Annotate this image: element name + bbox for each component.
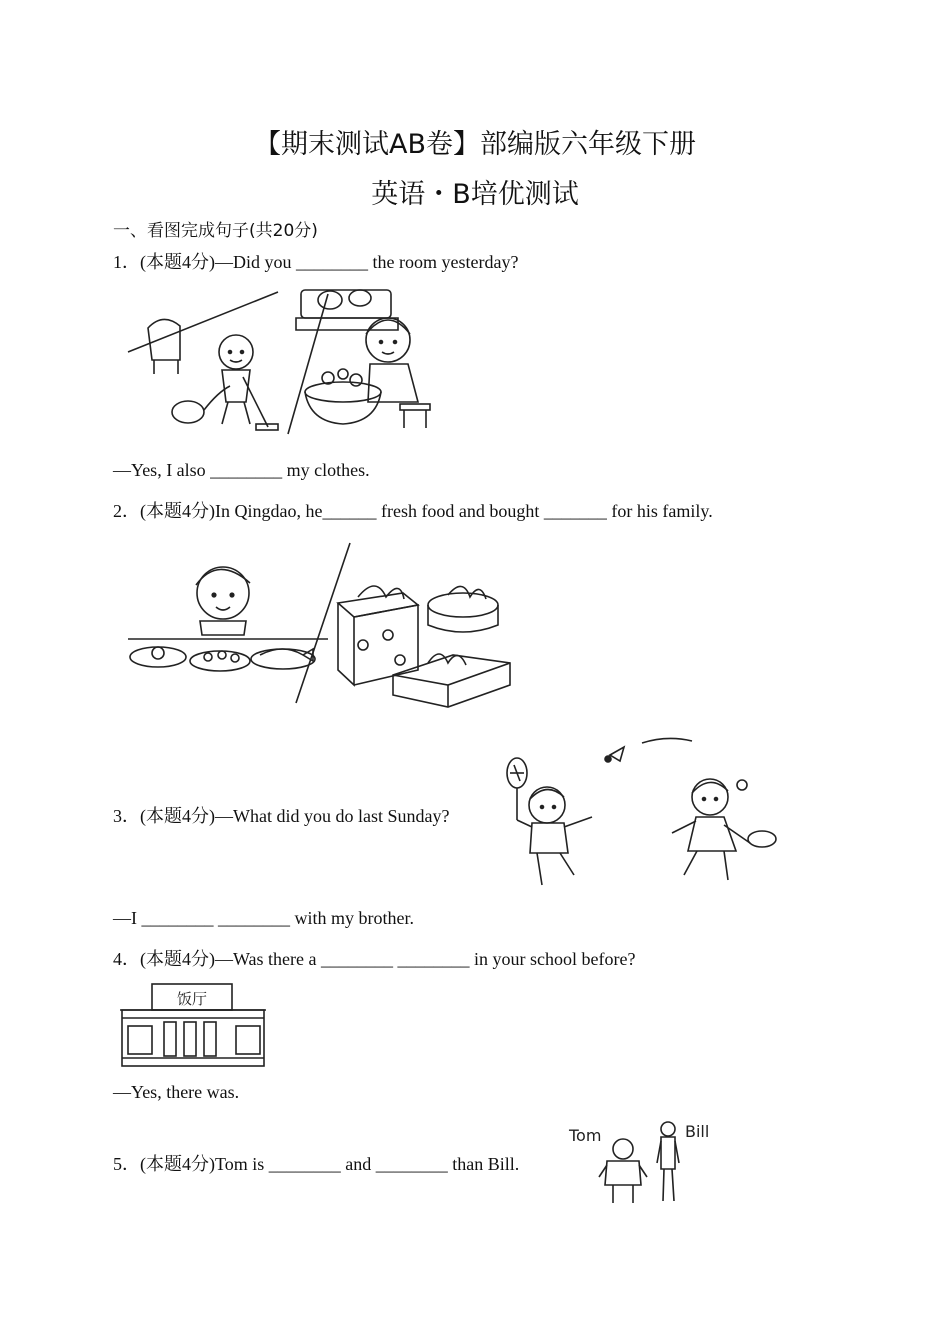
question-3-illustration [492,725,802,897]
question-1-illustration [118,282,448,437]
label-tom: Tom [569,1126,602,1145]
page-title: 【期末测试AB卷】部编版六年级下册 [254,129,696,160]
question-4-stem: 4．(本题4分)—Was there a ________ ________ in your school before? [113,949,636,969]
page-subtitle: 英语・B培优测试 [371,179,579,210]
question-4-answer: —Yes, there was. [113,1082,240,1102]
section-heading: 一、看图完成句子(共20分) [113,221,318,241]
question-3-answer: —I ________ ________ with my brother. [113,908,414,928]
question-2-stem: 2．(本题4分)In Qingdao, he______ fresh food and bought _______ for his family. [113,501,713,521]
question-4-illustration [118,980,268,1070]
question-1-stem: 1．(本题4分)—Did you ________ the room yesterday? [113,252,519,272]
restaurant-sign-text: 饭厅 [176,990,208,1008]
label-bill: Bill [685,1122,710,1141]
question-5-illustration [563,1115,723,1210]
question-2-illustration [118,535,528,710]
question-3-stem: 3．(本题4分)—What did you do last Sunday? [113,806,450,826]
question-5-stem: 5．(本题4分)Tom is ________ and ________ than Bill. [113,1154,520,1174]
question-1-answer: —Yes, I also ________ my clothes. [113,460,370,480]
